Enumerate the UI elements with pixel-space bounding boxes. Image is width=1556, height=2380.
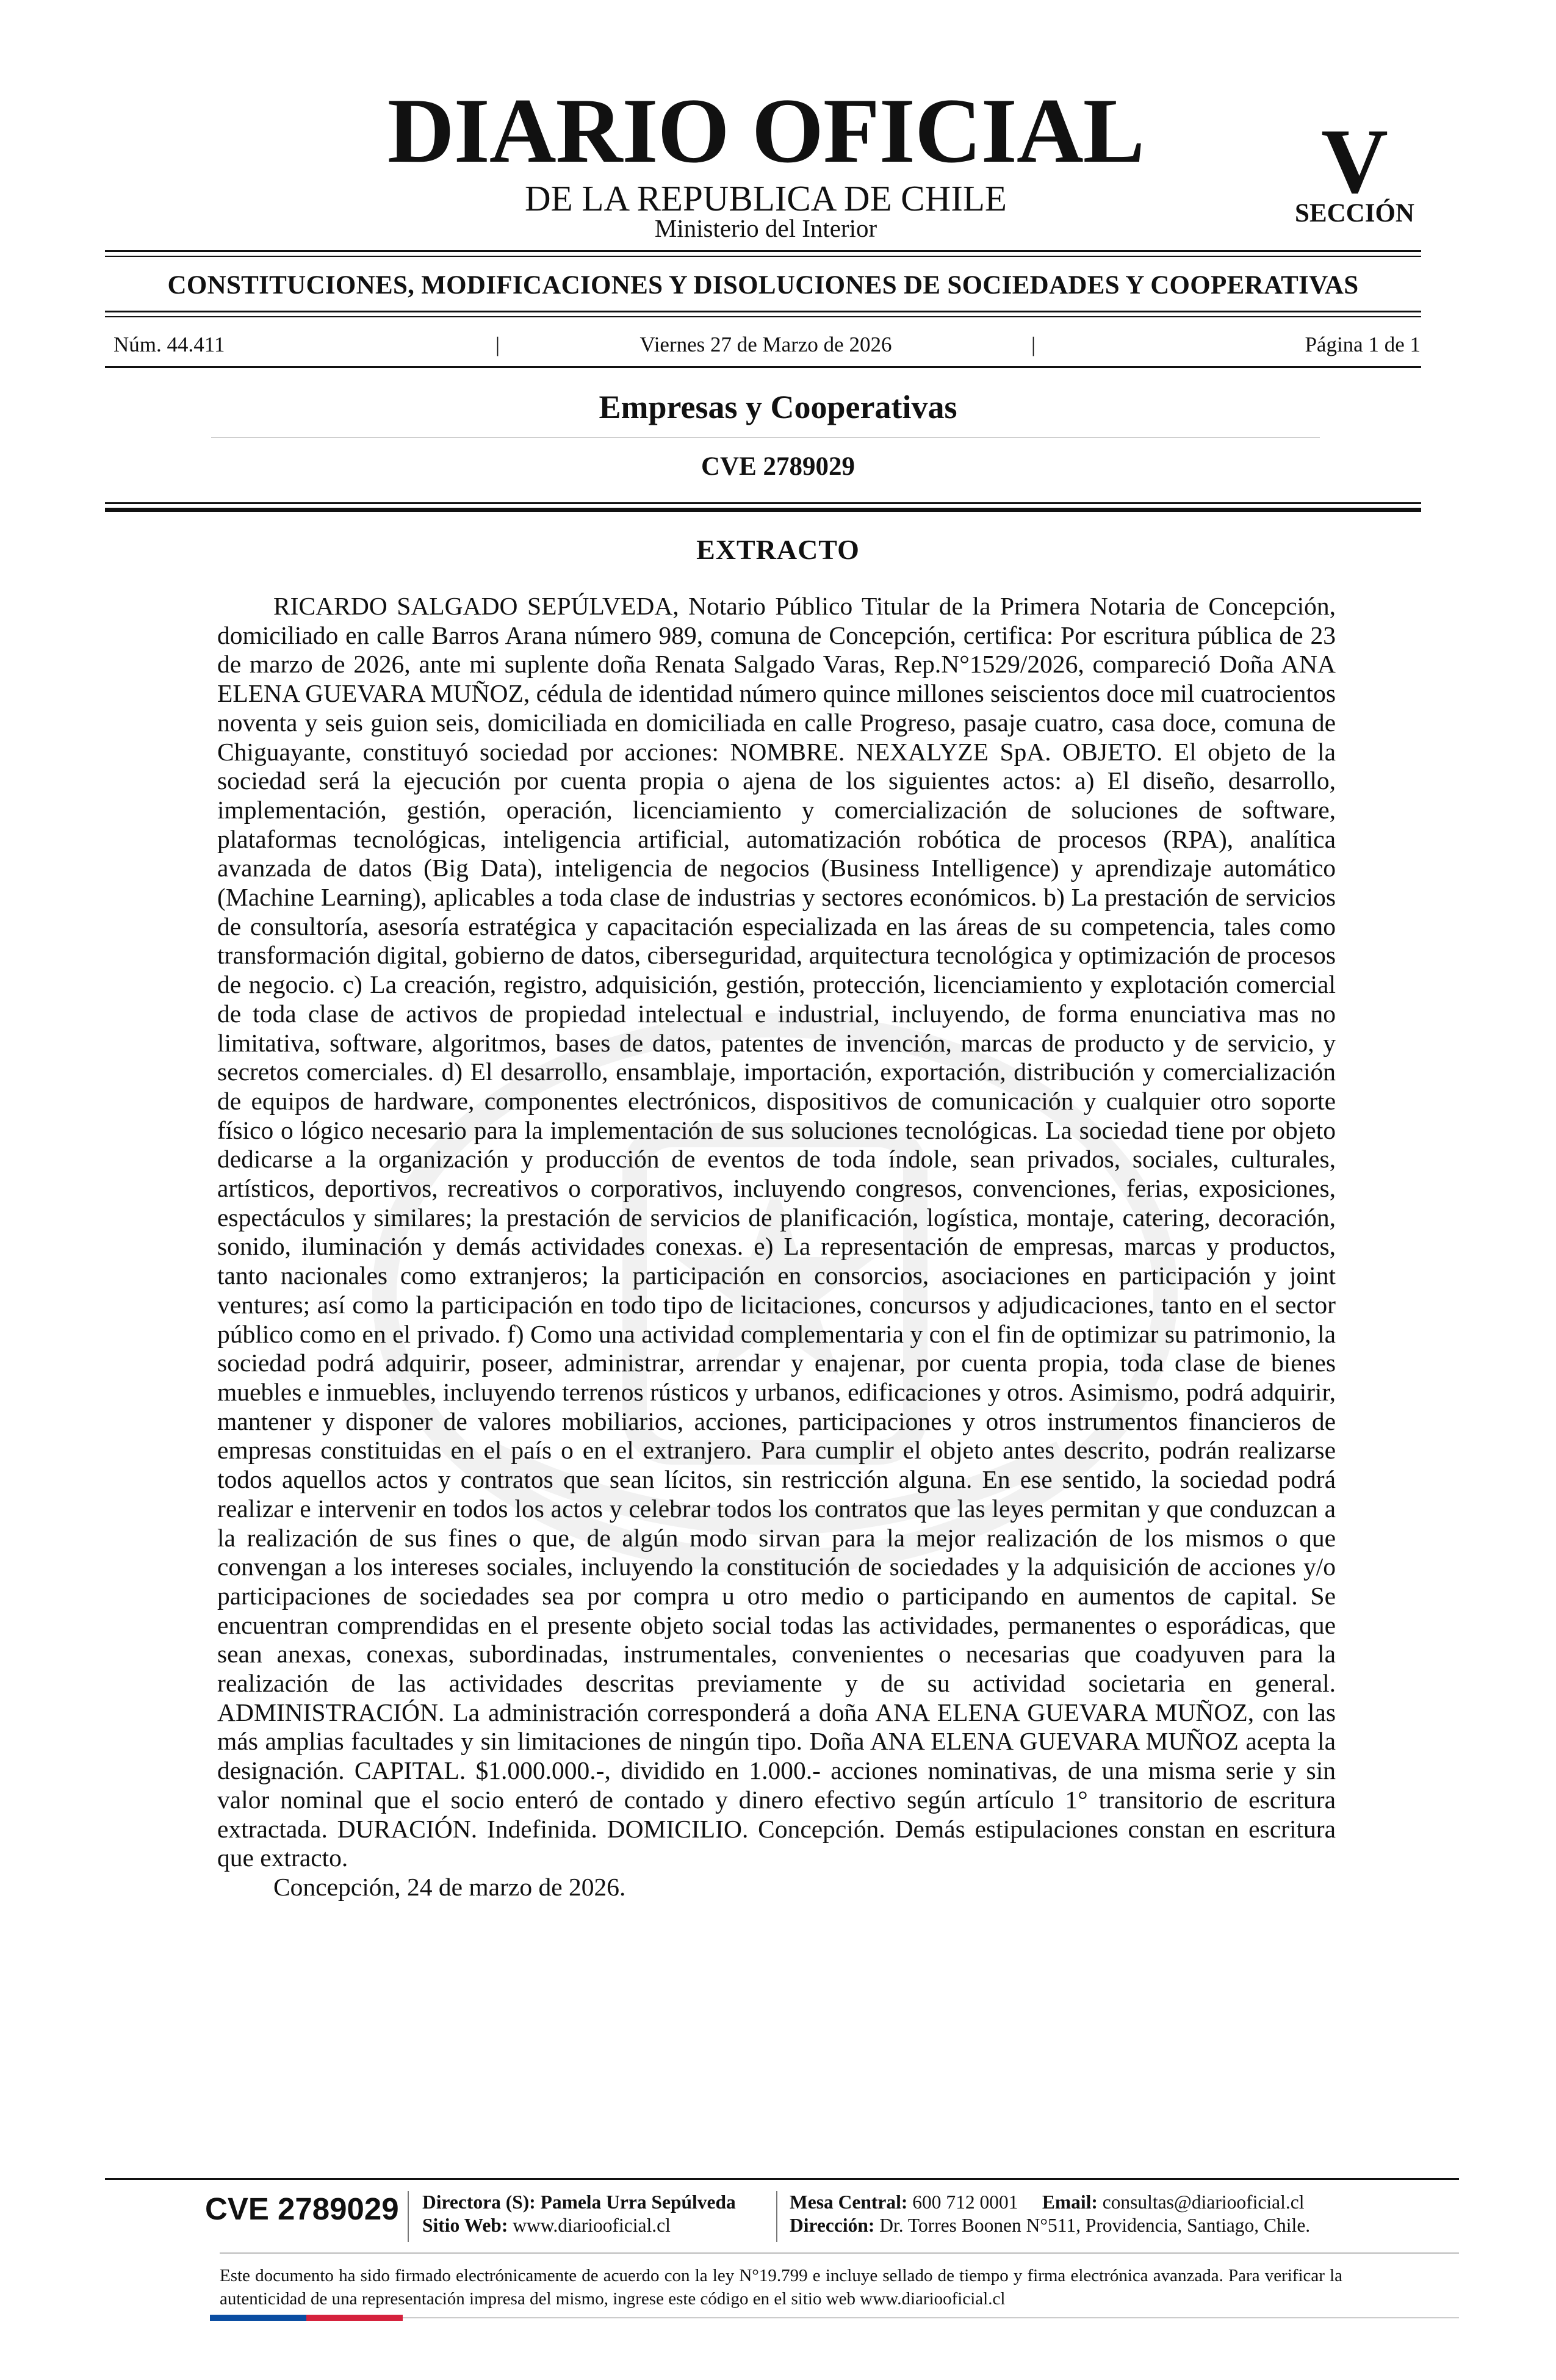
- header-rule-top-thin: [105, 256, 1421, 257]
- section-title: Empresas y Cooperativas: [599, 389, 957, 425]
- cve-code: CVE 2789029: [701, 452, 855, 481]
- footer-rule: [105, 2178, 1459, 2180]
- issue-number: Núm. 44.411: [113, 333, 225, 356]
- closing-date-line: Concepción, 24 de marzo de 2026.: [273, 1872, 626, 1901]
- content-rule-top-thick: [105, 508, 1421, 512]
- ministry-name: Ministerio del Interior: [654, 214, 877, 242]
- phone-label: Mesa Central:: [790, 2191, 908, 2213]
- extract-paragraph: [217, 592, 1336, 1902]
- category-rule-bottom-thin: [105, 316, 1421, 317]
- director-name: Pamela Urra Sepúlveda: [540, 2191, 736, 2213]
- category-heading: CONSTITUCIONES, MODIFICACIONES Y DISOLUCIONES DE SOCIEDADES Y COOPERATIVAS: [167, 271, 1359, 300]
- email-label: Email:: [1042, 2191, 1098, 2213]
- newspaper-subtitle: DE LA REPUBLICA DE CHILE: [525, 178, 1007, 218]
- category-rule-bottom: [105, 311, 1421, 312]
- address-label: Dirección:: [790, 2215, 875, 2236]
- newspaper-title: DIARIO OFICIAL: [387, 79, 1145, 182]
- web-label: Sitio Web:: [422, 2215, 508, 2236]
- address-value: Dr. Torres Boonen N°511, Providencia, Santiago, Chile.: [879, 2215, 1311, 2236]
- footer-contact-line: [790, 2191, 1304, 2214]
- web-link[interactable]: www.diariooficial.cl: [513, 2215, 671, 2236]
- email-link[interactable]: consultas@diariooficial.cl: [1102, 2191, 1305, 2213]
- flag-stripe-line: [403, 2317, 1459, 2318]
- flag-stripe-blue: [210, 2315, 306, 2321]
- section-letter: V: [1321, 110, 1388, 212]
- extract-text: RICARDO SALGADO SEPÚLVEDA, Notario Público Titular de la Primera Notaria de Concepción, domiciliado en calle Barros Arana número 989, comuna de Concepción, certifica: Por escritura pública de 23 de marzo de 2026, ante mi suplente doña Renata Salgado Varas, Rep.N°1529/2026, compareció Doña ANA ELENA GUEVARA MUÑOZ, cédula de identidad número quince millones seiscientos doce mil cuatrocientos noventa y seis guion seis, domiciliada en domiciliada en calle Progreso, pasaje cuatro, casa doce, comuna de Chiguayante, constituyó sociedad por acciones: NOMBRE. NEXALYZE SpA. OBJETO. El objeto de la sociedad será la ejecución por cuenta propia o ajena de los siguientes actos: a) El diseño, desarrollo, implementación, gestión, operación, licenciamiento y comercialización de soluciones de software, plataformas tecnológicas, inteligencia artificial, automatización robótica de procesos (RPA), analítica avanzada de datos (Big Data), inteligencia de negocios (Business Intelligence) y aprendizaje automático (Machine Learning), aplicables a toda clase de industrias y sectores económicos. b) La prestación de servicios de consultoría, asesoría estratégica y capacitación especializada en las áreas de su competencia, tales como transformación digital, gobierno de datos, ciberseguridad, arquitectura tecnológica y optimización de procesos de negocio. c) La creación, registro, adquisición, gestión, protección, licenciamiento y explotación comercial de toda clase de activos de propiedad intelectual e industrial, incluyendo, de forma enunciativa mas no limitativa, software, algoritmos, bases de datos, patentes de invención, marcas de producto y de servicio, y secretos comerciales. d) El desarrollo, ensamblaje, importación, exportación, distribución y comercialización de equipos de hardware, componentes electrónicos, dispositivos de comunicación y cualquier otro soporte físico o lógico necesario para la implementación de sus soluciones tecnológicas. La sociedad tiene por objeto dedicarse a la organización y producción de eventos de toda índole, sean privados, sociales, culturales, artísticos, deportivos, recreativos o corporativos, incluyendo congresos, convenciones, ferias, exposiciones, espectáculos y similares; la prestación de servicios de planificación, logística, montaje, catering, decoración, sonido, iluminación y demás actividades conexas. e) La representación de empresas, marcas y productos, tanto nacionales como extranjeros; la participación en consorcios, asociaciones en participación y joint ventures; así como la participación en todo tipo de licitaciones, concursos y adjudicaciones, tanto en el sector público como en el privado. f) Como una actividad complementaria y con el fin de optimizar su patrimonio, la sociedad podrá adquirir, poseer, administrar, arrendar y enajenar, por cuenta propia, toda clase de bienes muebles e inmuebles, incluyendo terrenos rústicos y urbanos, edificaciones y otros. Asimismo, podrá adquirir, mantener y disponer de valores mobiliarios, acciones, participaciones y otros instrumentos financieros de empresas constituidas en el país o en el extranjero. Para cumplir el objeto antes descrito, podrán realizarse todos aquellos actos y contratos que sean lícitos, sin restricción alguna. En ese sentido, la sociedad podrá realizar e intervenir en todos los actos y celebrar todos los contratos que las leyes permitan y que conduzcan a la realización de sus fines o que, de algún modo sirvan para la mejor realización de los mismos o que convengan a los intereses sociales, incluyendo la constitución de sociedades y la adquisición de acciones y/o participaciones de sociedades sea por compra u otro medio o participando en aumentos de capital. Se encuentran comprendidas en el presente objeto social todas las actividades, permanentes o esporádicas, que sean anexas, conexas, subordinadas, instrumentales, convenientes o necesarias que coadyuven para la realización de las actividades descritas previamente y de su actividad societaria en general. ADMINISTRACIÓN. La administración corresponderá a doña ANA ELENA GUEVARA MUÑOZ, con las más amplias facultades y sin limitaciones de ningún tipo. Doña ANA ELENA GUEVARA MUÑOZ acepta la designación. CAPITAL. $1.000.000.-, dividido en 1.000.- acciones nominativas, de una misma serie y sin valor nominal que el socio enteró de contado y dinero efectivo según artículo 1° transitorio de escritura extractada. DURACIÓN. Indefinida. DOMICILIO. Concepción. Demás estipulaciones constan en escritura que extracto.: [217, 592, 1336, 1872]
- section-divider: [211, 437, 1320, 438]
- footer-legal-notice: Este documento ha sido firmado electrónicamente de acuerdo con la ley N°19.799 e incluye sellado de tiempo y firma electrónica avanzada. Para verificar la autenticidad de una representación impresa del mismo, ingrese este código en el sitio web www.diariooficial.cl: [220, 2266, 1342, 2309]
- footer-cve-code: CVE 2789029: [205, 2191, 399, 2226]
- footer-inner-rule: [220, 2252, 1459, 2254]
- content-rule-top: [105, 502, 1421, 504]
- meta-separator: |: [495, 333, 500, 356]
- director-label: Directora (S):: [422, 2191, 536, 2213]
- meta-separator: |: [1031, 333, 1036, 356]
- section-label: SECCIÓN: [1295, 199, 1414, 228]
- document-type-heading: EXTRACTO: [696, 534, 860, 565]
- flag-stripe-red: [306, 2315, 403, 2321]
- footer-address-line: [790, 2214, 1310, 2237]
- issue-date: Viernes 27 de Marzo de 2026: [639, 333, 892, 356]
- extract-body: [217, 592, 1336, 1902]
- header-rule-top: [105, 250, 1421, 252]
- page-indicator: Página 1 de 1: [1305, 333, 1421, 356]
- phone-value: 600 712 0001: [912, 2191, 1018, 2213]
- footer-divider: [776, 2191, 777, 2242]
- footer-web-line: [422, 2214, 671, 2237]
- meta-rule-bottom: [105, 366, 1421, 368]
- footer-director-line: [422, 2191, 736, 2214]
- footer-divider: [408, 2191, 409, 2242]
